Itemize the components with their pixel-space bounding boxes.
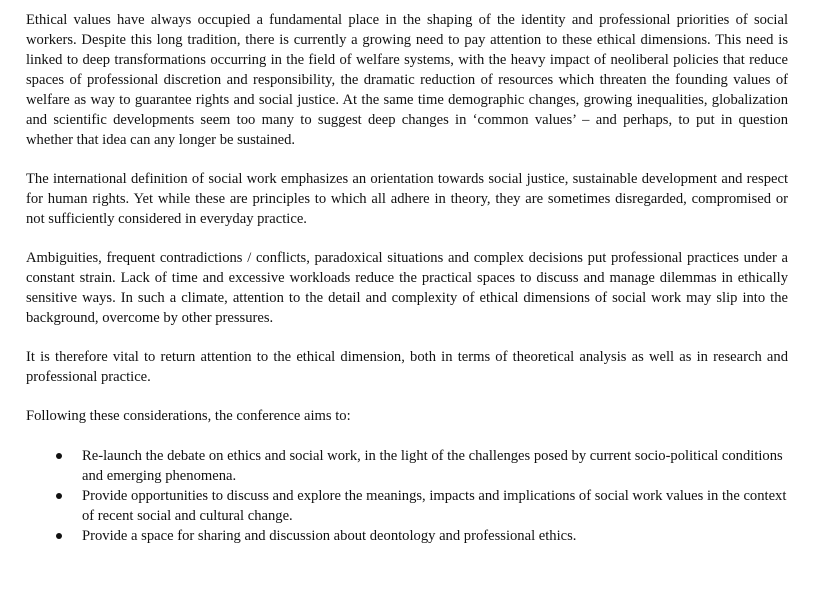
list-item-text: Provide opportunities to discuss and explore the meanings, impacts and implications of social work values in the context of recent social and cultural change. xyxy=(82,488,787,524)
conference-aims-list xyxy=(26,446,788,546)
paragraph-ethical-values: Ethical values have always occupied a fundamental place in the shaping of the identity and professional priorities of social workers. Despite this long tradition, there is currently a growing need to pay attention to these ethical dimensions. This need is linked to deep transformations occurring in the field of welfare systems, with the heavy impact of neoliberal policies that reduce spaces of professional discretion and responsibility, the dramatic reduction of resources which threaten the founding values of welfare as way to guarantee rights and social justice. At the same time demographic changes, growing inequalities, globalization and scientific developments seem too many to suggest deep changes in ‘common values’ – and perhaps, to put in question whether that idea can any longer be sustained. xyxy=(26,12,788,148)
list-item xyxy=(26,526,788,546)
bullet-icon xyxy=(56,493,62,499)
bullet-icon xyxy=(56,453,62,459)
paragraph-conference-aims-intro: Following these considerations, the conference aims to: xyxy=(26,408,351,424)
bullet-icon xyxy=(56,533,62,539)
paragraph-international-definition: The international definition of social work emphasizes an orientation towards social justice, sustainable development and respect for human rights. Yet while these are principles to which all adhere in theory, they are sometimes disregarded, compromised or not sufficiently considered in everyday practice. xyxy=(26,171,788,227)
paragraph-ambiguities: Ambiguities, frequent contradictions / conflicts, paradoxical situations and complex decisions put professional practices under a constant strain. Lack of time and excessive workloads reduce the practical spaces to discuss and manage dilemmas in ethically sensitive ways. In such a climate, attention to the detail and complexity of ethical dimensions of social work may slip into the background, overcome by other pressures. xyxy=(26,250,788,326)
list-item xyxy=(26,446,788,486)
paragraph-return-attention: It is therefore vital to return attention to the ethical dimension, both in terms of theoretical analysis as well as in research and professional practice. xyxy=(26,349,788,385)
list-item xyxy=(26,486,788,526)
document-body xyxy=(26,10,788,546)
list-item-text: Re-launch the debate on ethics and social work, in the light of the challenges posed by current socio-political conditions and emerging phenomena. xyxy=(82,448,783,484)
list-item-text: Provide a space for sharing and discussion about deontology and professional ethics. xyxy=(82,528,577,544)
